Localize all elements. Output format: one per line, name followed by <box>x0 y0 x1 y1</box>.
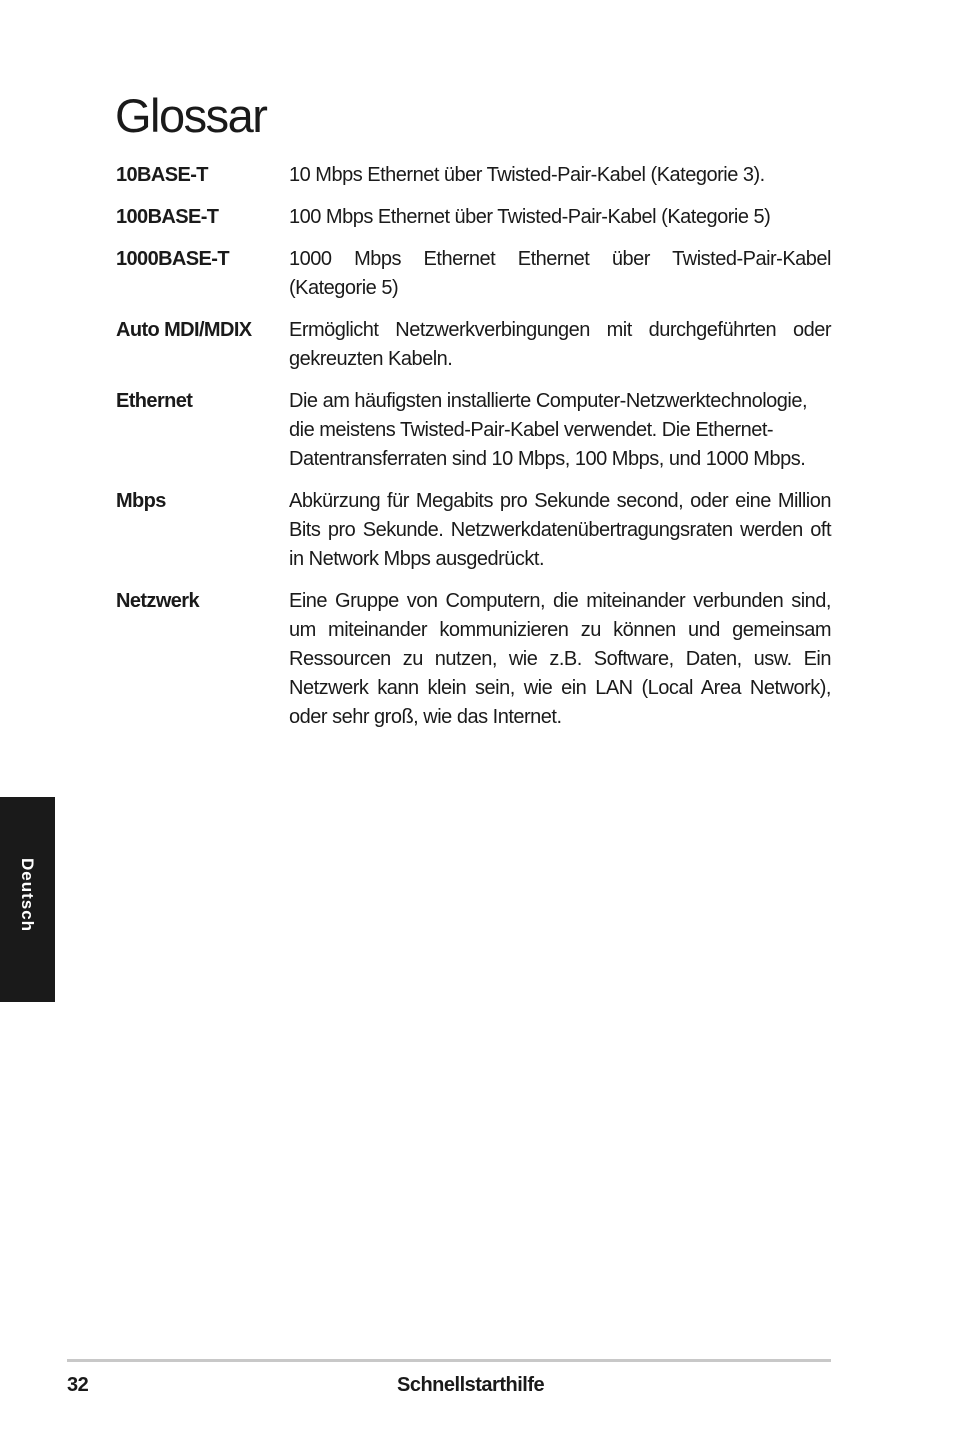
glossary-term: Mbps <box>116 490 166 512</box>
glossary-term: 10BASE-T <box>116 164 208 186</box>
glossary-entry-mbps <box>116 487 831 574</box>
glossary-definition: Eine Gruppe von Computern, die miteinander verbunden sind, um miteinander kommunizieren zu können und gemeinsam Ressourcen zu nutzen, wie z.B. Software, Daten, usw. Ein Netzwerk kann klein sein, wie ein LAN (Local Area Network), oder sehr groß, wie das Internet. <box>289 590 831 728</box>
glossary-entry-ethernet <box>116 387 831 474</box>
language-side-tab-label: Deutsch <box>18 858 37 933</box>
glossary-definition: 10 Mbps Ethernet über Twisted-Pair-Kabel (Kategorie 3). <box>289 164 765 186</box>
glossary-definition: 100 Mbps Ethernet über Twisted-Pair-Kabel (Kategorie 5) <box>289 206 771 228</box>
footer-divider <box>67 1359 831 1362</box>
glossary-term: 1000BASE-T <box>116 248 229 270</box>
glossary-entry-10base-t <box>116 161 831 190</box>
glossary-definition: Abkürzung für Megabits pro Sekunde second, oder eine Million Bits pro Sekunde. Netzwerkdatenübertragungsraten werden oft in Network Mbps ausgedrückt. <box>289 490 831 570</box>
glossary-entry-netzwerk <box>116 587 831 732</box>
page-title: Glossar <box>115 89 267 142</box>
footer-title: Schnellstarthilfe <box>397 1374 545 1396</box>
glossary-term: Netzwerk <box>116 590 200 612</box>
page-number: 32 <box>67 1374 89 1396</box>
glossary-entry-1000base-t <box>116 245 831 303</box>
glossary-entry-auto-mdi-mdix <box>116 316 831 374</box>
glossary-entry-100base-t <box>116 203 831 232</box>
glossary-term: 100BASE-T <box>116 206 219 228</box>
glossary-definition: 1000 Mbps Ethernet Ethernet über Twisted-Pair-Kabel (Kategorie 5) <box>289 248 831 299</box>
glossary-definition: Die am häufigsten installierte Computer-Netzwerktechnologie, die meistens Twisted-Pair-Kabel verwendet. Die Ethernet-Datentransferraten sind 10 Mbps, 100 Mbps, und 1000 Mbps. <box>289 390 808 470</box>
glossary-term: Ethernet <box>116 390 193 412</box>
glossary-term: Auto MDI/MDIX <box>116 319 252 341</box>
glossary-list <box>116 161 831 745</box>
glossary-definition: Ermöglicht Netzwerkverbingungen mit durchgeführten oder gekreuzten Kabeln. <box>289 319 831 370</box>
